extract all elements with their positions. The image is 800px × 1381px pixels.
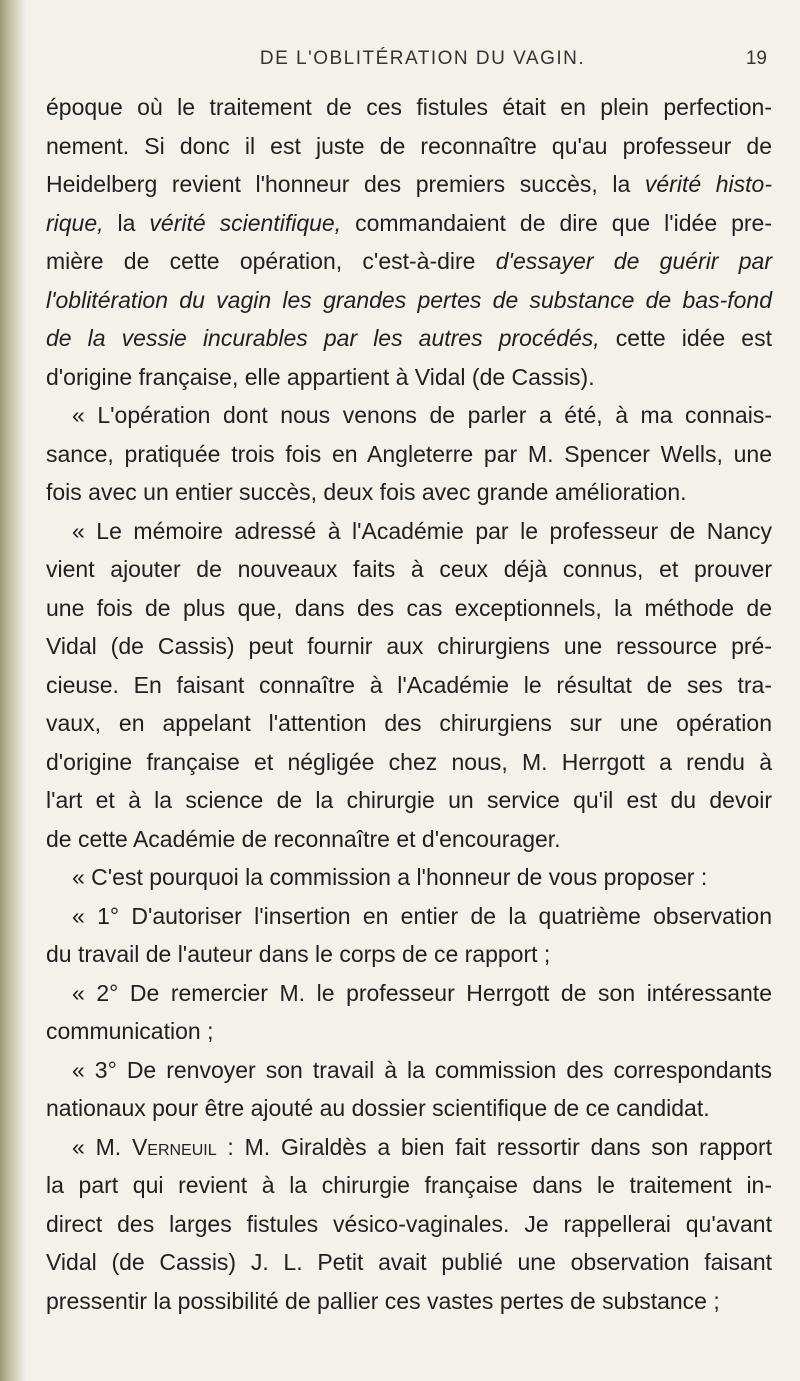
text-run: époque où le traitement de ces fistules était en plein perfection- bbox=[46, 94, 772, 120]
text-line bbox=[46, 589, 772, 628]
page-binding-edge bbox=[0, 0, 26, 1381]
body-text bbox=[46, 88, 772, 1320]
text-line bbox=[46, 858, 772, 897]
text-run: cieuse. En faisant connaître à l'Académie le résultat de ses tra- bbox=[46, 671, 772, 698]
text-run: la bbox=[103, 209, 150, 236]
text-line bbox=[46, 1128, 772, 1167]
italic-run: rique, bbox=[46, 209, 104, 236]
text-line bbox=[46, 627, 772, 666]
running-title: DE L'OBLITÉRATION DU VAGIN. bbox=[259, 48, 586, 69]
page-header bbox=[70, 36, 775, 76]
text-run: « 1° D'autoriser l'insertion en entier de la quatrième observation bbox=[72, 902, 772, 929]
text-run: sance, pratiquée trois fois en Angleterre par M. Spencer Wells, une bbox=[46, 440, 772, 467]
small-caps-name: Verneuil bbox=[131, 1133, 217, 1160]
text-line bbox=[46, 204, 772, 243]
text-run: « M. bbox=[72, 1133, 132, 1160]
text-run: Vidal (de Cassis) peut fournir aux chirurgiens une ressource pré- bbox=[46, 633, 772, 659]
text-run: « 2° De remercier M. le professeur Herrgott de son intéressante bbox=[72, 979, 772, 1006]
text-run: Vidal (de Cassis) J. L. Petit avait publié une observation faisant bbox=[46, 1249, 772, 1275]
text-line bbox=[46, 1166, 772, 1205]
text-line bbox=[46, 897, 772, 936]
text-line bbox=[46, 88, 772, 127]
text-run: de cette Académie de reconnaître et d'encourager. bbox=[46, 825, 561, 852]
text-line bbox=[46, 512, 772, 551]
text-line bbox=[46, 781, 772, 820]
text-line bbox=[46, 820, 772, 859]
text-line bbox=[46, 1282, 772, 1321]
text-run: : M. Giraldès a bien fait ressortir dans son rapport bbox=[216, 1133, 772, 1160]
text-line bbox=[46, 704, 772, 743]
text-run: « C'est pourquoi la commission a l'honneur de vous proposer : bbox=[72, 864, 708, 890]
text-line bbox=[46, 242, 772, 281]
text-run: commandaient de dire que l'idée pre- bbox=[341, 209, 773, 236]
text-line bbox=[46, 1205, 772, 1244]
text-run: la part qui revient à la chirurgie française dans le traitement in- bbox=[46, 1172, 772, 1198]
text-run: du travail de l'auteur dans le corps de ce rapport ; bbox=[46, 941, 551, 967]
text-line bbox=[46, 165, 772, 204]
text-line bbox=[46, 1089, 772, 1128]
text-run: fois avec un entier succès, deux fois avec grande amélioration. bbox=[46, 479, 687, 505]
text-line bbox=[46, 396, 772, 435]
text-line bbox=[46, 743, 772, 782]
italic-run: de la vessie incurables par les autres procédés, bbox=[46, 325, 600, 351]
text-run: nement. Si donc il est juste de reconnaître qu'au professeur de bbox=[46, 132, 772, 159]
text-line bbox=[46, 666, 772, 705]
text-line bbox=[46, 358, 772, 397]
text-line bbox=[46, 974, 772, 1013]
text-run: d'origine française et négligée chez nous, M. Herrgott a rendu à bbox=[46, 748, 772, 775]
text-run: cette idée est bbox=[599, 325, 772, 351]
text-run: pressentir la possibilité de pallier ces vastes pertes de substance ; bbox=[46, 1287, 720, 1314]
italic-run: vérité scientifique, bbox=[149, 209, 342, 236]
text-run: « 3° De renvoyer son travail à la commission des correspondants bbox=[72, 1056, 772, 1083]
text-line bbox=[46, 127, 772, 166]
text-run: vaux, en appelant l'attention des chirurgiens sur une opération bbox=[46, 710, 772, 736]
text-line bbox=[46, 473, 772, 512]
text-line bbox=[46, 550, 772, 589]
text-run: Heidelberg revient l'honneur des premiers succès, la bbox=[46, 171, 645, 197]
italic-run: l'oblitération du vagin les grandes pertes de substance de bas-fond bbox=[46, 286, 772, 313]
text-run: « L'opération dont nous venons de parler a été, à ma connais- bbox=[72, 402, 772, 428]
text-line bbox=[46, 1243, 772, 1282]
text-line bbox=[46, 1012, 772, 1051]
text-run: mière de cette opération, c'est-à-dire bbox=[46, 248, 496, 274]
text-run: une fois de plus que, dans des cas exceptionnels, la méthode de bbox=[46, 594, 772, 621]
text-line bbox=[46, 281, 772, 320]
text-run: communication ; bbox=[46, 1018, 214, 1044]
italic-run: d'essayer de guérir par bbox=[495, 248, 772, 274]
text-line bbox=[46, 1051, 772, 1090]
text-run: direct des larges fistules vésico-vaginales. Je rappellerai qu'avant bbox=[46, 1210, 772, 1237]
text-run: nationaux pour être ajouté au dossier scientifique de ce candidat. bbox=[46, 1095, 710, 1121]
text-run: « Le mémoire adressé à l'Académie par le professeur de Nancy bbox=[72, 517, 772, 544]
text-run: d'origine française, elle appartient à Vidal (de Cassis). bbox=[46, 363, 595, 390]
text-run: vient ajouter de nouveaux faits à ceux déjà connus, et prouver bbox=[46, 556, 772, 582]
italic-run: vérité histo- bbox=[644, 171, 772, 197]
text-line bbox=[46, 935, 772, 974]
page-number: 19 bbox=[745, 48, 767, 69]
text-run: l'art et à la science de la chirurgie un service qu'il est du devoir bbox=[46, 787, 772, 813]
text-line bbox=[46, 319, 772, 358]
text-line bbox=[46, 435, 772, 474]
